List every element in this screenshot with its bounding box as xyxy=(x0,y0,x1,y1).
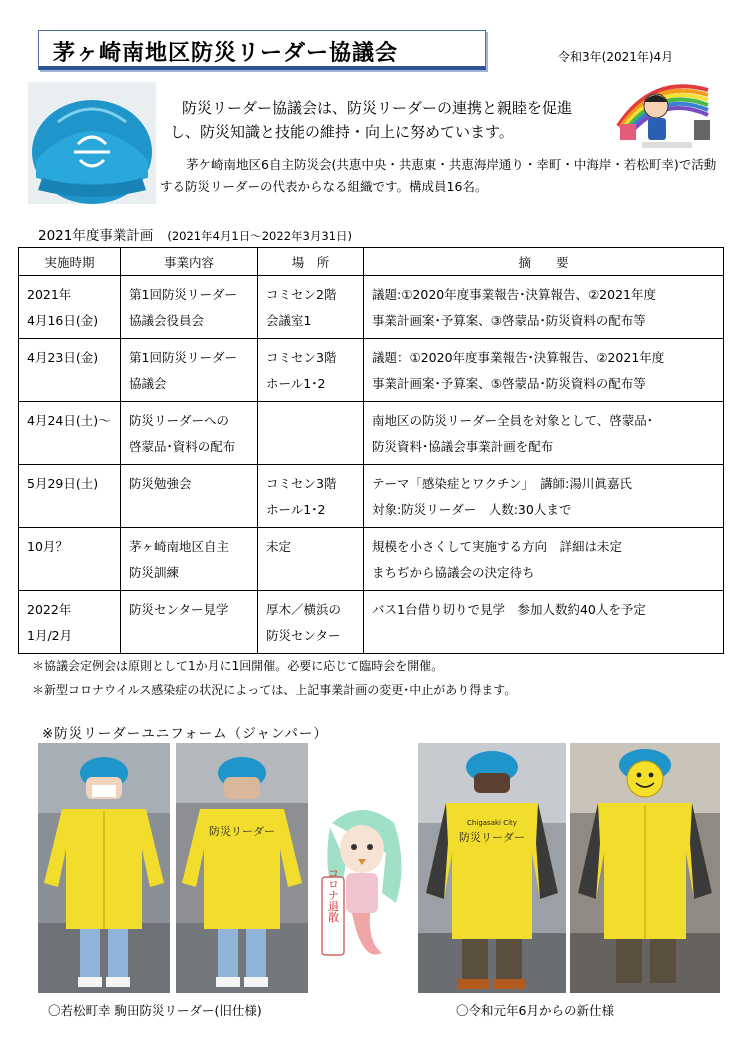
new-jacket-front-photo xyxy=(570,743,720,993)
back-print-text-new: 防災リーダー xyxy=(459,831,525,844)
cell-date: 2021年 4月16日(金) xyxy=(19,276,121,339)
page-title: 茅ヶ崎南地区防災リーダー協議会 xyxy=(53,41,399,66)
table-row xyxy=(19,339,724,402)
cell-content: 防災勉強会 xyxy=(121,465,258,528)
cell-summary: バス1台借り切りで見学 参加人数約40人を予定 xyxy=(364,591,724,654)
col-header-date: 実施時期 xyxy=(19,248,121,276)
old-jacket-back-photo xyxy=(176,743,308,993)
cell-summary: 議題:①2020年度事業報告･決算報告、②2021年度 事業計画案･予算案、③啓蒙品･防災資料の配布等 xyxy=(364,276,724,339)
plan-table xyxy=(18,247,724,654)
cell-summary: 議題：①2020年度事業報告･決算報告、②2021年度 事業計画案･予算案、⑤啓蒙品･防災資料の配布等 xyxy=(364,339,724,402)
back-print-text: 防災リーダー xyxy=(209,825,275,838)
table-row xyxy=(19,402,724,465)
cell-place xyxy=(258,402,364,465)
cell-summary: 規模を小さくして実施する方向 詳細は未定 まちぢから協議会の決定待ち xyxy=(364,528,724,591)
cell-date: 2022年 1月/2月 xyxy=(19,591,121,654)
plan-heading xyxy=(38,224,352,244)
issue-date: 令和3年(2021年)4月 xyxy=(558,50,674,64)
caption-old-spec: 〇若松町幸 駒田防災リーダー(旧仕様) xyxy=(48,1003,262,1018)
cell-date: 10月？ xyxy=(19,528,121,591)
table-row xyxy=(19,465,724,528)
cell-date: 4月24日(土)～ xyxy=(19,402,121,465)
cell-content: 第1回防災リーダー 協議会 xyxy=(121,339,258,402)
title-box xyxy=(38,30,486,70)
cell-summary: 南地区の防災リーダー全員を対象として、啓蒙品･ 防災資料･協議会事業計画を配布 xyxy=(364,402,724,465)
cell-place: 厚木／横浜の 防災センター xyxy=(258,591,364,654)
cell-place: コミセン3階 ホール1･2 xyxy=(258,465,364,528)
plan-title: 2021年度事業計画 xyxy=(38,228,154,244)
back-print-small-text: Chigasaki City xyxy=(467,819,517,827)
amabie-illustration xyxy=(312,803,412,967)
cell-content: 茅ヶ崎南地区自主 防災訓練 xyxy=(121,528,258,591)
cell-date: 5月29日(土) xyxy=(19,465,121,528)
table-header-row xyxy=(19,248,724,276)
cell-content: 防災センター見学 xyxy=(121,591,258,654)
plan-period: (2021年4月1日～2022年3月31日) xyxy=(167,229,352,243)
table-row xyxy=(19,276,724,339)
cell-place: 未定 xyxy=(258,528,364,591)
cell-place: コミセン3階 ホール1･2 xyxy=(258,339,364,402)
cell-place: コミセン2階 会議室1 xyxy=(258,276,364,339)
col-header-summary: 摘 要 xyxy=(364,248,724,276)
intro-detail: 茅ケ崎南地区6自主防災会(共恵中央・共恵東・共恵海岸通り・幸町・中海岸・若松町幸)で活動する防災リーダーの代表からなる組織です。構成員16名。 xyxy=(160,157,717,194)
cell-content: 第1回防災リーダー 協議会役員会 xyxy=(121,276,258,339)
amabie-badge-text: コロナ退散 xyxy=(326,867,340,923)
mascot-logo xyxy=(612,70,716,150)
helmet-photo xyxy=(28,82,156,204)
new-jacket-back-photo xyxy=(418,743,566,993)
caption-new-spec: 〇令和元年6月からの新仕様 xyxy=(456,1003,614,1018)
cell-content: 防災リーダーへの 啓蒙品･資料の配布 xyxy=(121,402,258,465)
table-row xyxy=(19,591,724,654)
col-header-content: 事業内容 xyxy=(121,248,258,276)
col-header-place: 場 所 xyxy=(258,248,364,276)
cell-date: 4月23日(金) xyxy=(19,339,121,402)
cell-summary: テーマ「感染症とワクチン」 講師:湯川眞嘉氏 対象:防災リーダー 人数:30人まで xyxy=(364,465,724,528)
uniform-heading: ※防災リーダーユニフォーム（ジャンパー） xyxy=(42,726,328,742)
note-meetings: ＊協議会定例会は原則として1か月に1回開催。必要に応じて臨時会を開催。 xyxy=(32,659,444,673)
intro-lead: 防災リーダー協議会は、防災リーダーの連携と親睦を促進し、防災知識と技能の維持・向上に努めています。 xyxy=(170,99,573,141)
old-jacket-front-photo xyxy=(38,743,170,993)
note-covid: ＊新型コロナウイルス感染症の状況によっては、上記事業計画の変更･中止があり得ます。 xyxy=(32,683,517,697)
table-row xyxy=(19,528,724,591)
